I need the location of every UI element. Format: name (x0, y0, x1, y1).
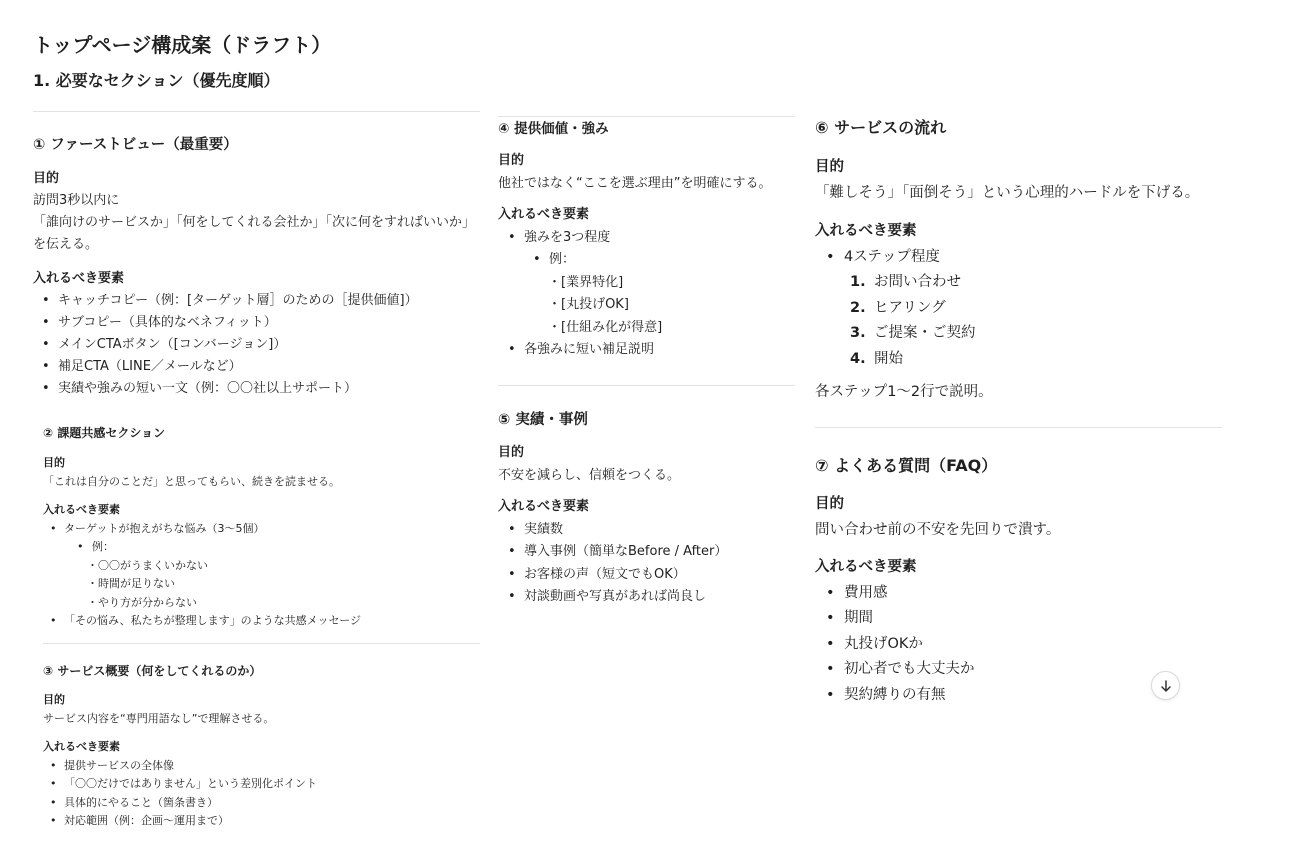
elements-list (43, 612, 361, 631)
purpose-label: 目的 (43, 693, 65, 706)
step-text: お問い合わせ (874, 274, 961, 290)
section-service-flow (815, 115, 1199, 406)
list-item: • サブコピー（具体的なベネフィット） (33, 312, 475, 334)
step-item (815, 347, 1199, 373)
purpose-line: を伝える。 (33, 237, 99, 252)
elements-label: 入れるべき要素 (43, 740, 120, 753)
list-item: • 対応範囲（例：企画〜運用まで） (43, 812, 317, 831)
section-title: ⑤ 実績・事例 (498, 412, 588, 428)
section-problem-empathy (43, 423, 361, 631)
list-item: • 丸投げOKか (815, 632, 1060, 658)
elements-label: 入れるべき要素 (815, 559, 917, 575)
page-title: トップページ構成案（ドラフト） (33, 33, 332, 57)
elements-label: 入れるべき要素 (498, 499, 590, 514)
purpose-line: 訪問3秒以内に (33, 193, 120, 208)
elements-list (498, 519, 727, 609)
list-item: • 導入事例（簡単なBefore / After） (498, 541, 727, 564)
section-faq (815, 453, 1060, 708)
step-text: ご提案・ご契約 (874, 325, 976, 341)
purpose-label: 目的 (33, 171, 60, 186)
section-title: ⑥ サービスの流れ (815, 118, 947, 137)
list-item: • 例： (43, 538, 361, 557)
list-item: • キャッチコピー（例：[ターゲット層］のための［提供価値]） (33, 290, 475, 312)
section-value-strengths (498, 118, 771, 362)
purpose-line: 「誰向けのサービスか」「何をしてくれる会社か」「次に何をすればいいか」 (33, 215, 476, 230)
section-title: ⑦ よくある質問（FAQ） (815, 456, 998, 475)
list-item: • 「〇〇だけではありません」という差別化ポイント (43, 775, 317, 794)
purpose-text: 問い合わせ前の不安を先回りで潰す。 (815, 521, 1061, 538)
section-title: ② 課題共感セクション (43, 426, 166, 440)
list-item: • 強みを3つ程度 (498, 227, 771, 250)
list-item: • 提供サービスの全体像 (43, 757, 317, 776)
list-item: • 実績や強みの短い一文（例：〇〇社以上サポート） (33, 378, 475, 400)
purpose-label: 目的 (815, 496, 844, 512)
elements-list (498, 339, 771, 362)
list-item: • 4ステップ程度 (815, 245, 1199, 271)
purpose-label: 目的 (498, 153, 525, 168)
divider (498, 116, 795, 117)
divider (815, 427, 1222, 428)
example-item: ・[業界特化] (548, 274, 624, 290)
list-item: • 期間 (815, 606, 1060, 632)
purpose-label: 目的 (498, 445, 525, 460)
step-text: 開始 (874, 350, 903, 367)
list-item: • 「その悩み、私たちが整理します」のような共感メッセージ (43, 612, 361, 631)
scroll-down-button[interactable] (1151, 671, 1180, 700)
purpose-label: 目的 (43, 456, 65, 469)
purpose-text: 他社ではなく“ここを選ぶ理由”を明確にする。 (498, 175, 772, 191)
purpose-label: 目的 (815, 159, 844, 175)
step-text: ヒアリング (874, 299, 946, 316)
step-number: 1. (850, 274, 866, 290)
example-item: ・〇〇がうまくいかない (87, 558, 208, 572)
divider (498, 385, 795, 386)
step-number: 2. (850, 299, 866, 316)
example-item: ・[仕組み化が得意] (548, 319, 663, 335)
list-item: • お客様の声（短文でもOK） (498, 564, 727, 587)
example-item: ・やり方が分からない (87, 595, 197, 609)
steps-list (815, 270, 1199, 372)
elements-label: 入れるべき要素 (33, 271, 125, 286)
list-item: • 例： (498, 249, 771, 272)
step-item (815, 270, 1199, 296)
list-item: • 各強みに短い補足説明 (498, 339, 771, 362)
step-number: 4. (850, 350, 866, 367)
elements-list (498, 227, 771, 250)
purpose-text: サービス内容を“専門用語なし”で理解させる。 (43, 711, 275, 725)
list-item: • 費用感 (815, 581, 1060, 607)
example-item: ・[丸投げOK] (548, 297, 629, 312)
elements-label: 入れるべき要素 (43, 503, 120, 516)
section-title: ③ サービス概要（何をしてくれるのか） (43, 664, 262, 678)
elements-list (33, 290, 475, 400)
section-title: ④ 提供価値・強み (498, 121, 609, 137)
list-item: • ターゲットが抱えがちな悩み（3〜5個） (43, 520, 361, 539)
example-item: ・時間が足りない (87, 577, 175, 590)
list-item: • 対談動画や写真があれば尚良し (498, 586, 727, 609)
list-item: • メインCTAボタン（[コンバージョン]） (33, 334, 475, 356)
step-number: 3. (850, 325, 866, 341)
section-first-view (33, 134, 475, 400)
list-item: • 初心者でも大丈夫か (815, 657, 1060, 683)
list-item: • 具体的にやること（箇条書き） (43, 794, 317, 813)
divider (33, 111, 480, 112)
purpose-text: 「難しそう」「面倒そう」という心理的ハードルを下げる。 (815, 184, 1200, 201)
elements-label: 入れるべき要素 (815, 223, 917, 239)
divider (43, 643, 480, 644)
purpose-text: 「これは自分のことだ」と思ってもらい、続きを読ませる。 (43, 474, 340, 488)
purpose-text: 不安を減らし、信頼をつくる。 (498, 467, 681, 483)
section-title: ① ファーストビュー（最重要） (33, 137, 238, 153)
elements-list (43, 757, 317, 831)
arrow-down-icon (1159, 679, 1173, 693)
sub-list (498, 249, 771, 272)
step-note: 各ステップ1〜2行で説明。 (815, 384, 993, 400)
sub-list (43, 538, 361, 557)
step-item (815, 321, 1199, 347)
section-heading: 1. 必要なセクション（優先度順） (33, 71, 280, 90)
section-service-overview (43, 661, 317, 831)
elements-list (43, 520, 361, 539)
list-item: • 契約縛りの有無 (815, 683, 1060, 709)
list-item: • 補足CTA（LINE／メールなど） (33, 356, 475, 378)
section-results-cases (498, 408, 727, 609)
elements-label: 入れるべき要素 (498, 207, 590, 222)
list-item: • 実績数 (498, 519, 727, 542)
step-item (815, 296, 1199, 322)
elements-list (815, 245, 1199, 271)
elements-list (815, 581, 1060, 709)
